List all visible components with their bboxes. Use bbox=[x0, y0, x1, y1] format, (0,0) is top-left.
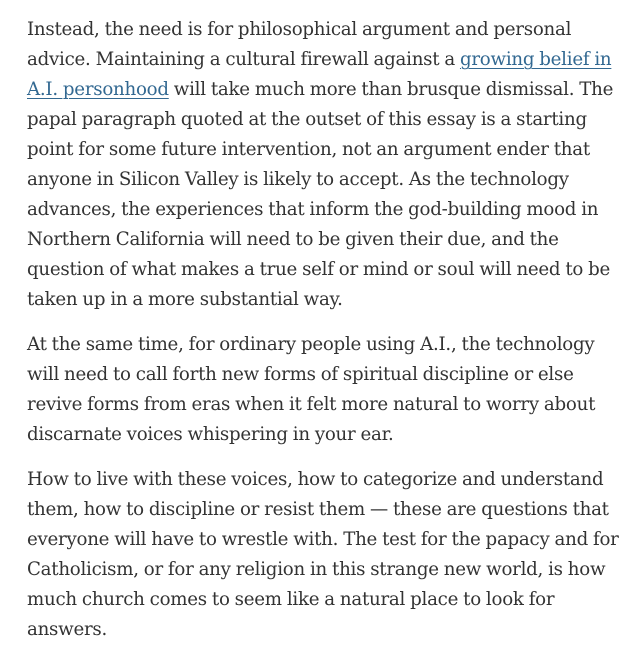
text-line: Catholicism, or for any religion in this strange new world, is how bbox=[27, 559, 606, 580]
text-line: answers. bbox=[27, 619, 108, 640]
text-line: question of what makes a true self or mind or soul will need to be bbox=[27, 259, 611, 280]
text-line: Northern California will need to be given their due, and the bbox=[27, 229, 559, 250]
text-line: everyone will have to wrestle with. The test for the papacy and for bbox=[27, 529, 619, 550]
article-paragraph-2 bbox=[27, 330, 627, 450]
text-line: How to live with these voices, how to categorize and understand bbox=[27, 469, 604, 490]
text-line: them, how to discipline or resist them — these are questions that bbox=[27, 499, 609, 520]
growing-belief-link-continued[interactable]: A.I. personhood bbox=[27, 79, 169, 100]
article-body bbox=[27, 15, 627, 660]
text-line: At the same time, for ordinary people using A.I., the technology bbox=[27, 334, 595, 355]
text-line: advice. Maintaining a cultural firewall against a growing belief in bbox=[27, 49, 612, 70]
text-line: papal paragraph quoted at the outset of this essay is a starting bbox=[27, 109, 587, 130]
article-paragraph-1 bbox=[27, 15, 627, 315]
text-line: much church comes to seem like a natural place to look for bbox=[27, 589, 555, 610]
text-line: revive forms from eras when it felt more natural to worry about bbox=[27, 394, 596, 415]
text-line: Instead, the need is for philosophical argument and personal bbox=[27, 19, 572, 40]
text-line: anyone in Silicon Valley is likely to accept. As the technology bbox=[27, 169, 569, 190]
text-line: will need to call forth new forms of spiritual discipline or else bbox=[27, 364, 574, 385]
text-line: A.I. personhood will take much more than brusque dismissal. The bbox=[27, 79, 614, 100]
text-line: discarnate voices whispering in your ear. bbox=[27, 424, 394, 445]
text-line: taken up in a more substantial way. bbox=[27, 289, 343, 310]
text-line: point for some future intervention, not an argument ender that bbox=[27, 139, 590, 160]
article-paragraph-3 bbox=[27, 465, 627, 645]
text-line: advances, the experiences that inform the god-building mood in bbox=[27, 199, 599, 220]
growing-belief-link[interactable]: growing belief in bbox=[459, 49, 612, 70]
